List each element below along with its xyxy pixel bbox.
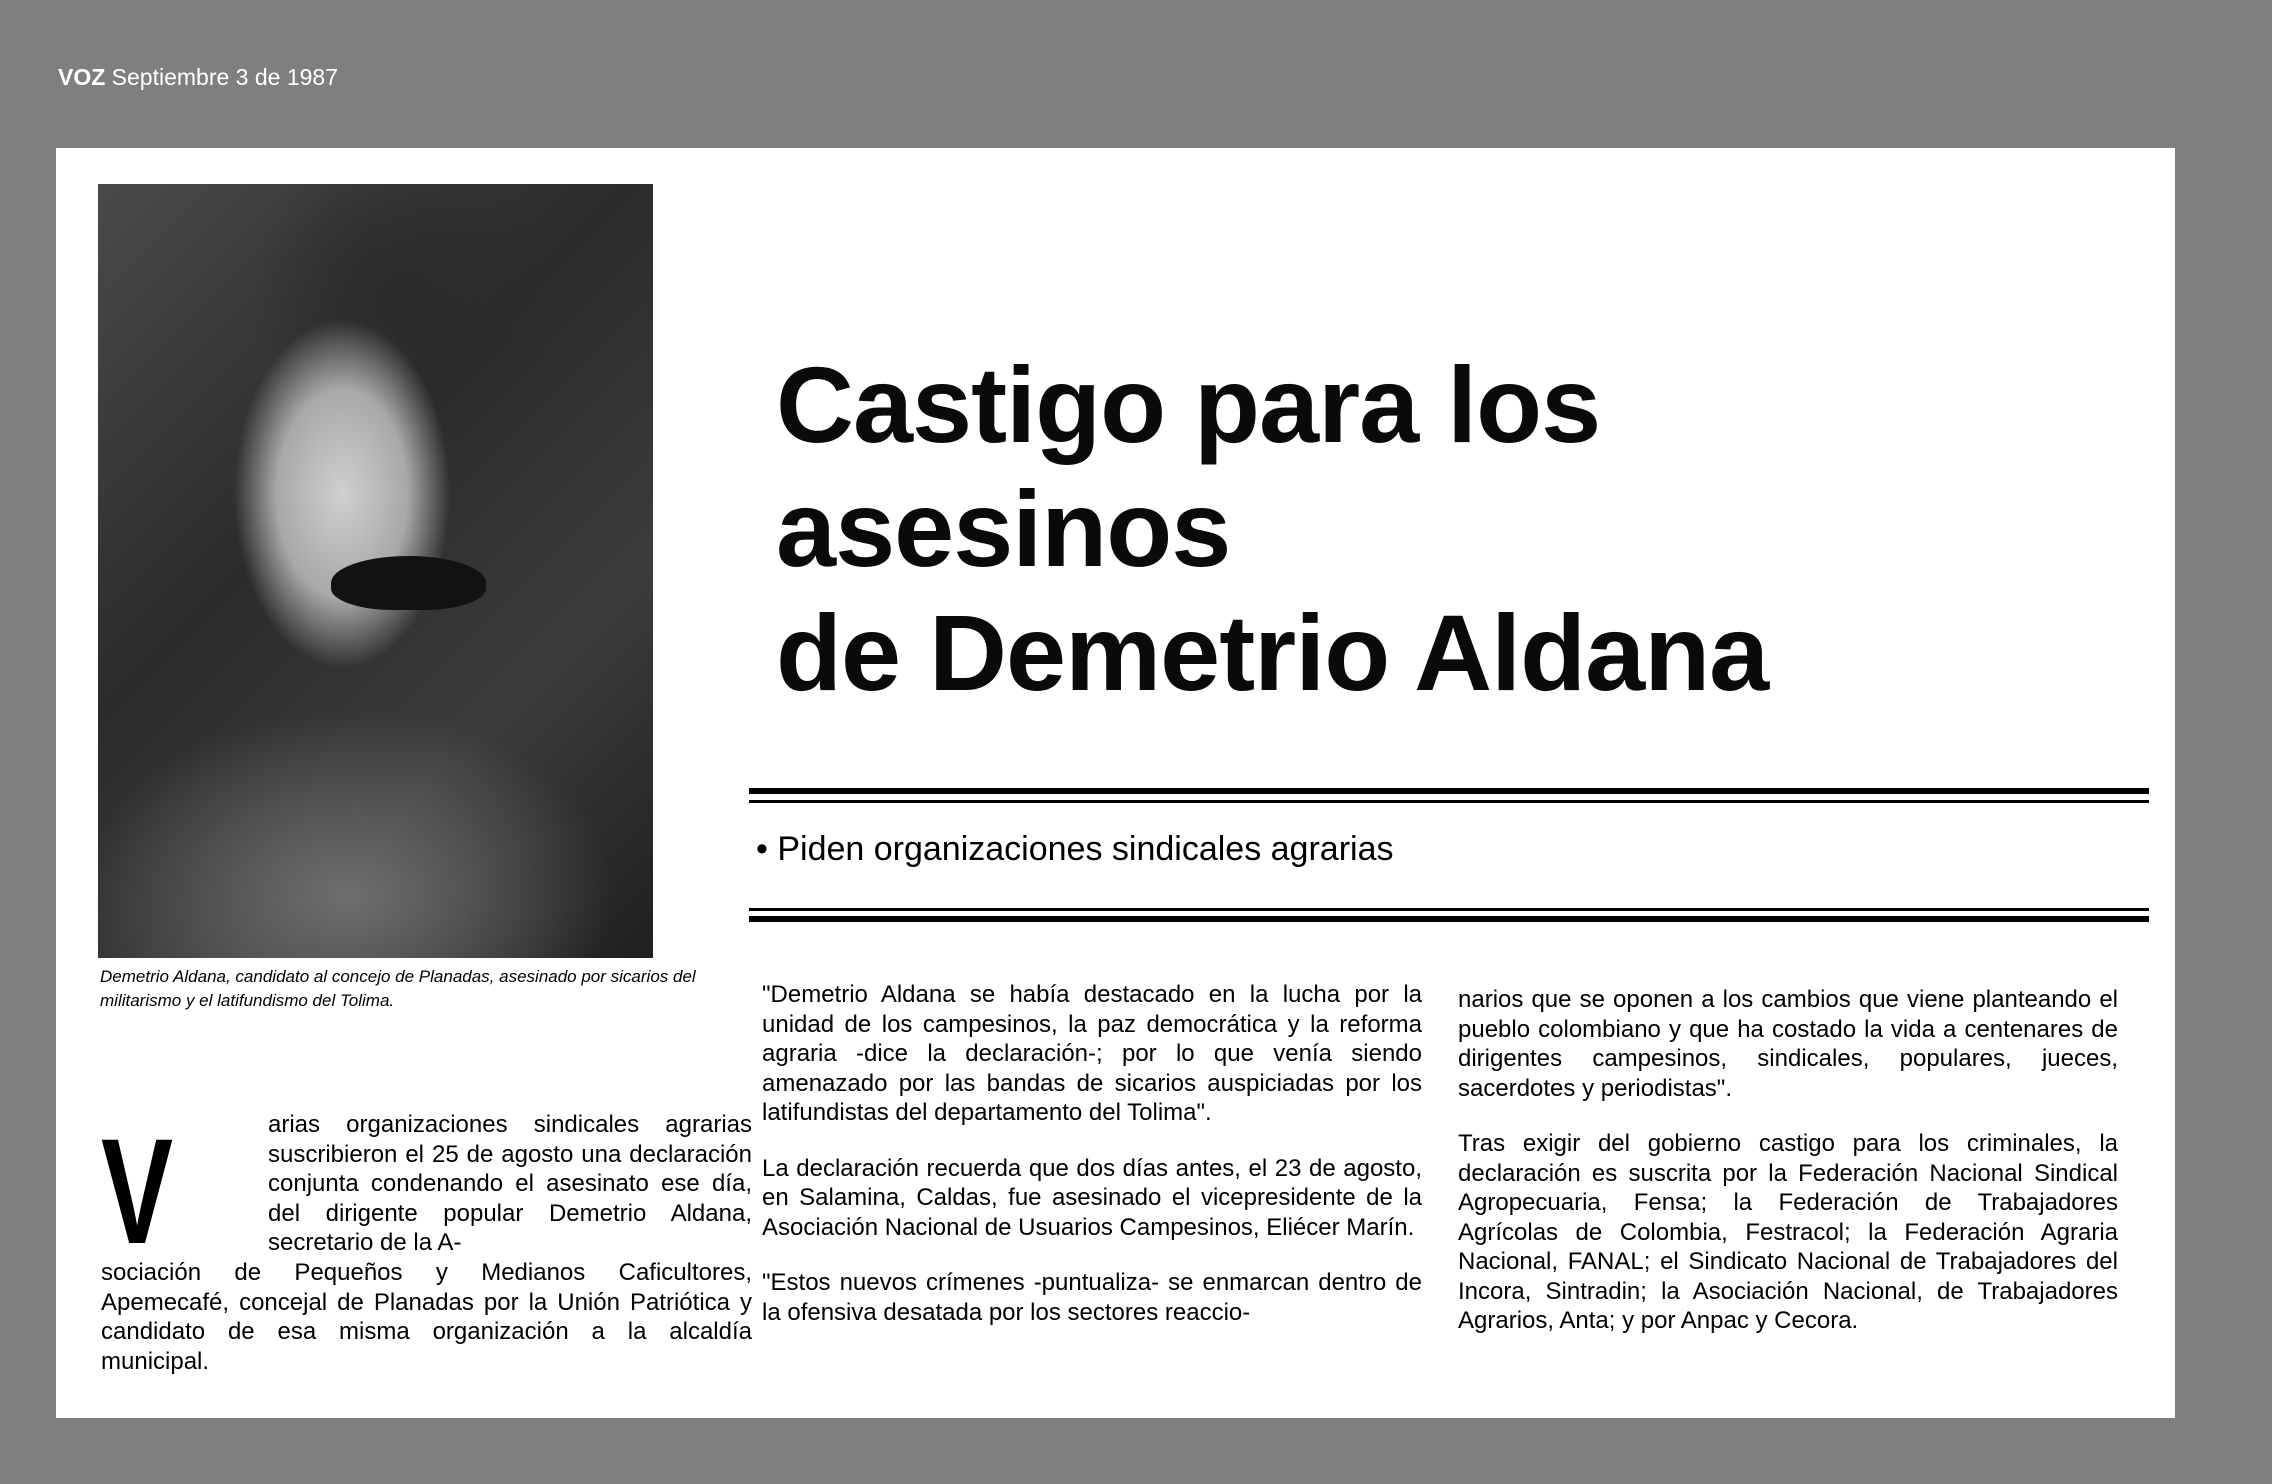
- newspaper-clipping: [56, 148, 2175, 1418]
- photo-detail: [331, 556, 486, 610]
- paragraph: "Estos nuevos crímenes -puntualiza- se enmarcan dentro de la ofensiva desatada por los sectores reaccio-: [762, 1269, 1422, 1326]
- paragraph: "Demetrio Aldana se había destacado en la lucha por la unidad de los campesinos, la paz democrática y la reforma agraria -dice la declaración-; por lo que venía siendo amenazado por las bandas de sicarios auspiciadas por los latifundistas del departamento del Tolima".: [762, 981, 1422, 1126]
- headline-line-3: de Demetrio Aldana: [776, 592, 1769, 713]
- divider-rule: [749, 908, 2149, 911]
- paragraph: narios que se oponen a los cambios que viene planteando el pueblo colombiano y que ha costado la vida a centenares de dirigentes campesinos, sindicales, populares, jueces, sacerdotes y periodistas".: [1458, 986, 2118, 1102]
- body-text: sociación de Pequeños y Medianos Caficultores, Apemecafé, concejal de Planadas por la Unión Patriótica y candidato de esa misma organización a la alcaldía municipal.: [101, 1259, 752, 1375]
- headline: [776, 343, 2156, 715]
- portrait-photo: [98, 184, 653, 958]
- body-column-2: [762, 980, 1422, 1353]
- body-text: arias organizaciones sindicales agrarias suscribieron el 25 de agosto una declaración conjunta condenando el asesinato ese día, del dirigente popular Demetrio Aldana, secretario de la A-: [268, 1111, 752, 1256]
- body-column-3: [1458, 985, 2118, 1362]
- drop-cap: V: [101, 1107, 174, 1275]
- source-line: [58, 64, 338, 91]
- subheadline: • Piden organizaciones sindicales agrarias: [756, 830, 1394, 868]
- body-column-1-top: [268, 1110, 752, 1258]
- body-column-1-bottom: [101, 1258, 752, 1376]
- paragraph: La declaración recuerda que dos días antes, el 23 de agosto, en Salamina, Caldas, fue asesinado el vicepresidente de la Asociación Nacional de Usuarios Campesinos, Eliécer Marín.: [762, 1154, 1422, 1241]
- paragraph: Tras exigir del gobierno castigo para los criminales, la declaración es suscrita por la Federación Nacional Sindical Agropecuaria, Fensa; la Federación de Trabajadores Agrícolas de Colombia, Festracol; la Federación Agraria Nacional, FANAL; el Sindicato Nacional de Trabajadores del Incora, Sintradin; la Asociación Nacional, de Trabajadores Agrarios, Anta; y por Anpac y Cecora.: [1458, 1130, 2118, 1334]
- divider-rule: [749, 916, 2149, 922]
- headline-line-1: Castigo para los: [776, 344, 1601, 465]
- divider-rule: [749, 800, 2149, 803]
- publication-date: Septiembre 3 de 1987: [111, 64, 338, 90]
- divider-rule: [749, 788, 2149, 794]
- publication-name: VOZ: [58, 64, 106, 90]
- photo-caption: Demetrio Aldana, candidato al concejo de Planadas, asesinado por sicarios del militarismo y el latifundismo del Tolima.: [100, 967, 696, 1010]
- headline-line-2: asesinos: [776, 468, 1231, 589]
